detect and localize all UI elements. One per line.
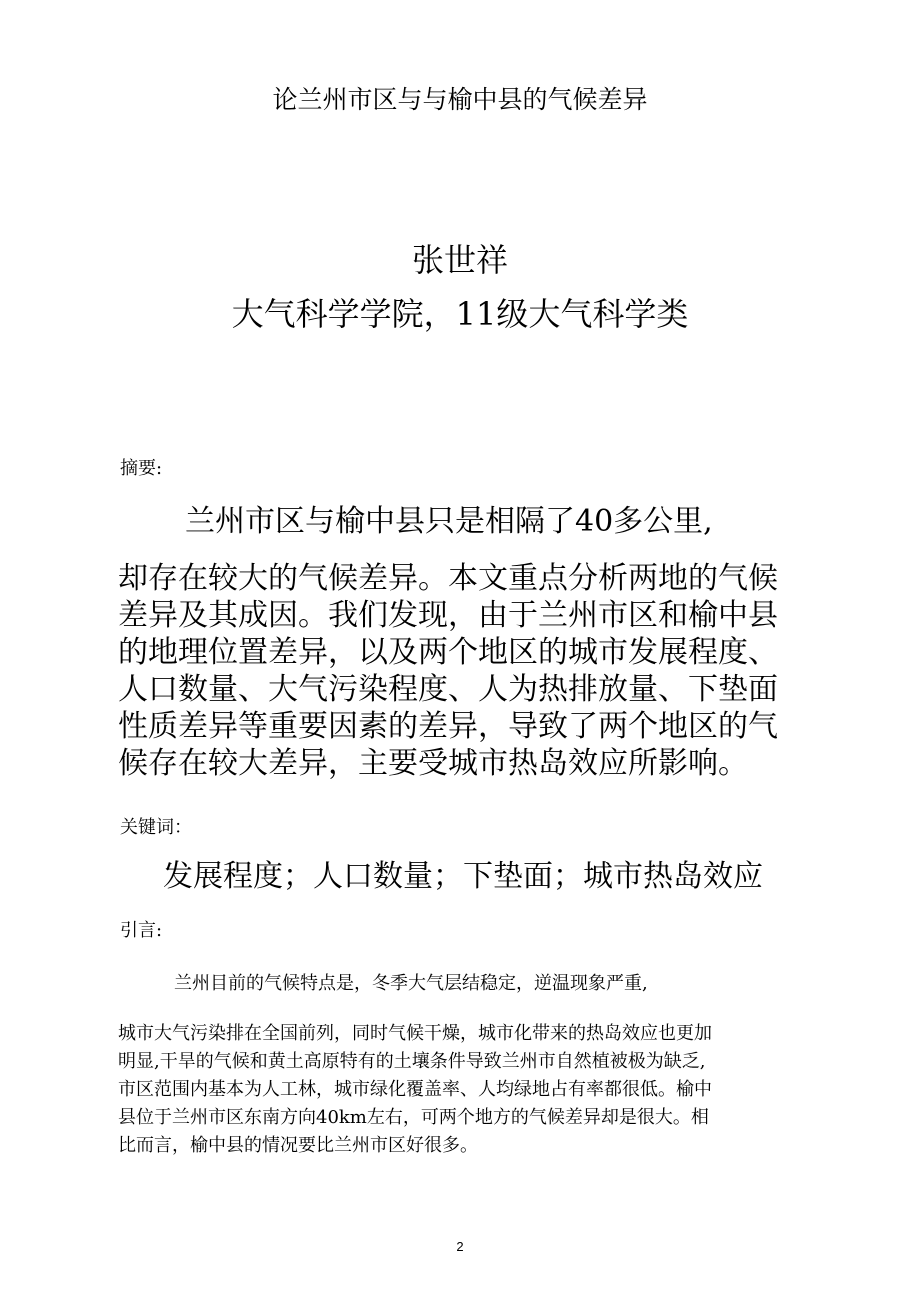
introduction-line: 城市大气污染排在全国前列，同时气候干燥，城市化带来的热岛效应也更加 <box>118 1023 712 1044</box>
keywords-label: 关键词： <box>120 817 192 838</box>
abstract-line: 的地理位置差异，以及两个地区的城市发展程度、 <box>118 635 778 670</box>
author-name: 张世祥 <box>411 241 508 279</box>
abstract-first-line: 兰州市区与榆中县只是相隔了40多公里, <box>185 504 713 539</box>
abstract-line: 却存在较大的气候差异。本文重点分析两地的气候 <box>118 561 778 596</box>
abstract-line: 候存在较大差异，主要受城市热岛效应所影响。 <box>118 746 748 781</box>
abstract-label: 摘要: <box>120 458 163 479</box>
introduction-line: 市区范围内基本为人工林，城市绿化覆盖率、人均绿地占有率都很低。榆中 <box>118 1079 712 1100</box>
abstract-line: 性质差异等重要因素的差异，导致了两个地区的气 <box>118 709 778 744</box>
document-title: 论兰州市区与与榆中县的气候差异 <box>272 85 648 114</box>
keywords-text: 发展程度；人口数量；下垫面；城市热岛效应 <box>163 859 763 894</box>
page-number: 2 <box>456 1239 464 1254</box>
introduction-label: 引言: <box>120 920 163 941</box>
introduction-line: 县位于兰州市区东南方向40km左右，可两个地方的气候差异却是很大。相 <box>118 1107 709 1128</box>
introduction-line: 明显,干旱的气候和黄土高原特有的土壤条件导致兰州市自然植被极为缺乏, <box>118 1051 706 1072</box>
abstract-line: 人口数量、大气污染程度、人为热排放量、下垫面 <box>118 672 778 707</box>
introduction-first-line: 兰州目前的气候特点是，冬季大气层结稳定，逆温现象严重, <box>174 973 648 994</box>
introduction-line: 比而言，榆中县的情况要比兰州市区好很多。 <box>118 1135 478 1156</box>
author-affiliation: 大气科学学院，11级大气科学类 <box>231 295 689 333</box>
abstract-line: 差异及其成因。我们发现，由于兰州市区和榆中县 <box>118 598 778 633</box>
